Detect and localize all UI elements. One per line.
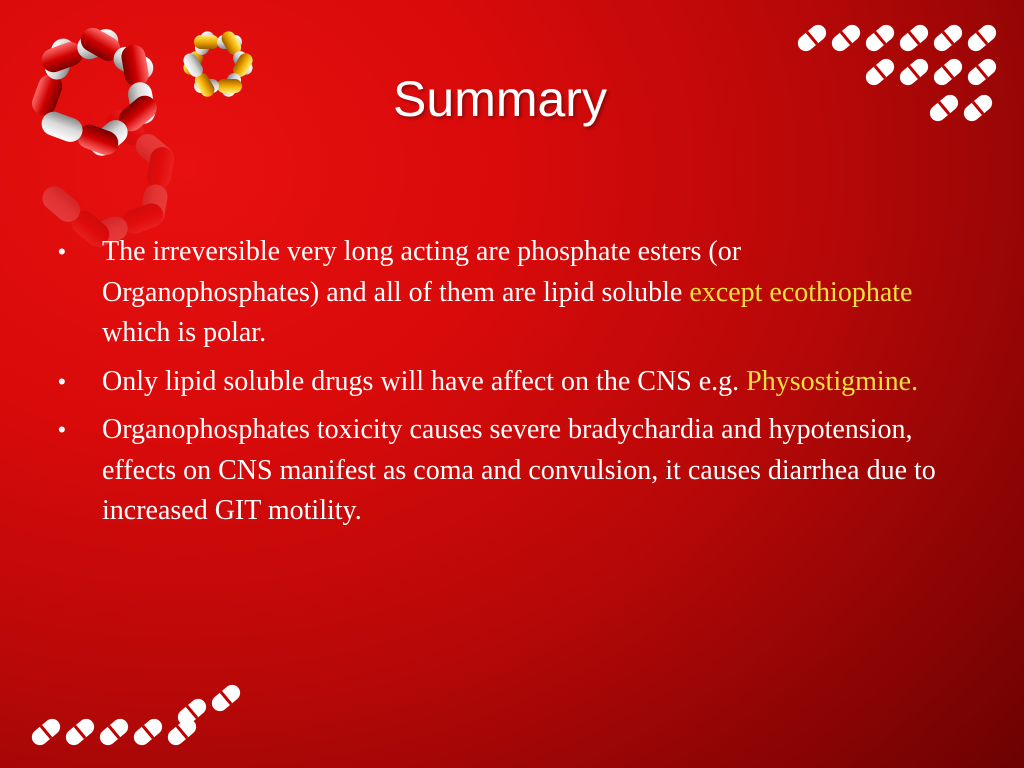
capsule-pattern-icon	[29, 682, 244, 749]
bullet-text: Organophosphates toxicity causes severe bradychardia and hypotension, effects on CNS manifest as coma and convulsion, it causes diarrhea due to increased GIT motility.	[102, 414, 936, 526]
bullet-text: Only lipid soluble drugs will have affect on the CNS e.g.	[102, 365, 747, 397]
bullet-item	[56, 410, 956, 532]
bullet-text: which is polar.	[102, 317, 267, 348]
bullet-text: The irreversible very long acting are phosphate esters (or Organophosphates) and all of them are lipid soluble	[102, 236, 742, 308]
bullet-dot-icon: •	[58, 417, 66, 442]
highlight-text: Physostigmine.	[746, 365, 919, 397]
slide-title: Summary	[393, 71, 607, 127]
bullet-dot-icon: •	[58, 368, 66, 394]
capsule-pattern-icon	[795, 22, 1000, 125]
capsule-cluster-red-icon	[29, 24, 179, 252]
capsule-cluster-yellow-icon	[181, 29, 255, 100]
bullet-dot-icon: •	[58, 239, 66, 264]
highlight-text: except ecothiophate	[689, 276, 913, 308]
bullet-item	[56, 362, 956, 403]
bullet-item	[56, 232, 956, 354]
bullet-list	[56, 232, 956, 540]
